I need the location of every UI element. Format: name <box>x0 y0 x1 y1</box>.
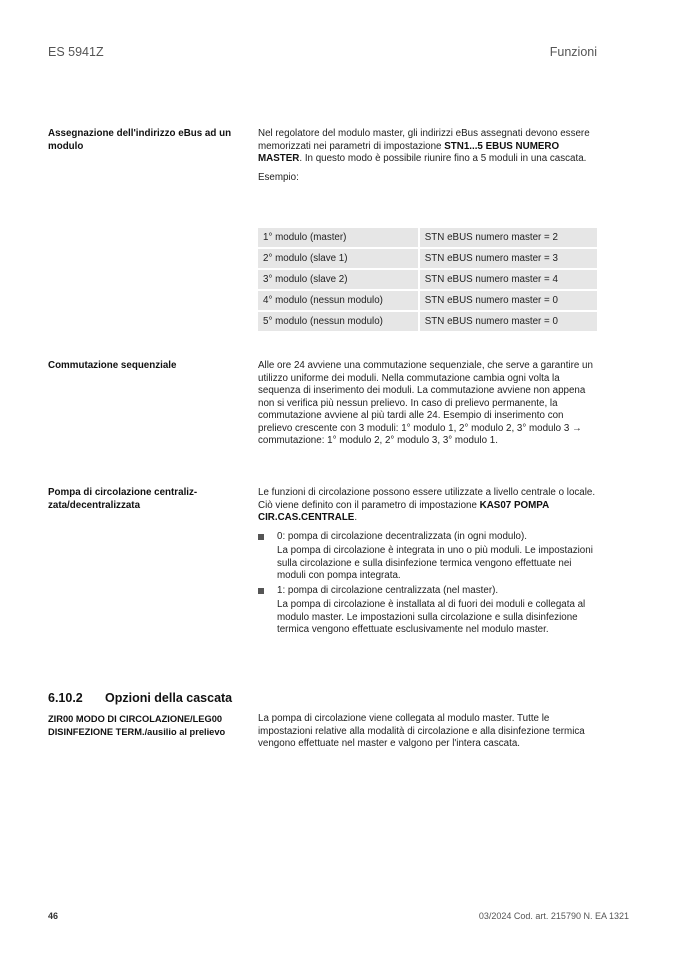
pump-text-1: Le funzioni di circolazione possono essere utilizzate a livello centrale o locale. Ciò viene definito con il parametro di impostazione <box>258 487 596 511</box>
list-item <box>258 585 600 637</box>
table-cell-module: 3° modulo (slave 2) <box>258 270 418 289</box>
ebus-text-2: . In questo modo è possibile riunire fino a 5 moduli in una cascata. <box>299 153 587 164</box>
table-cell-value: STN eBUS numero master = 2 <box>418 228 597 247</box>
table-row <box>258 228 597 247</box>
pump-text <box>258 487 600 639</box>
seq-text: Alle ore 24 avviene una commutazione sequenziale, che serve a garantire un utilizzo uniforme dei moduli. Nella commutazione cambia ogni volta la sequenza di inserimento dei moduli. La commutazione avviene non appena non si verifica più nessun prelievo. In caso di prelievo permanente, la commutazione avviene al più tardi alle 24. Esempio di inserimento con prelievo crescente con 3 moduli: 1° modulo 1, 2° modulo 2, 3° modulo 3 → commutazione: 1° modulo 2, 2° modulo 3, 3° modulo 1. <box>258 360 593 446</box>
table-cell-value: STN eBUS numero master = 0 <box>418 291 597 310</box>
table-cell-value: STN eBUS numero master = 3 <box>418 249 597 268</box>
bullet-desc: La pompa di circolazione è integrata in uno o più moduli. Le impostazioni sulla circolazione e sulla disinfezione termica vengono effettuate nei moduli con pompa integrata. <box>277 545 593 581</box>
bullet-square-icon <box>258 588 264 594</box>
bullet-square-icon <box>258 534 264 540</box>
page-number: 46 <box>48 911 59 921</box>
options-label <box>48 713 248 738</box>
options-text: La pompa di circolazione viene collegata al modulo master. Tutte le impostazioni relative alla modalità di circolazione e alla disinfezione termica vengono effettuate nel master e valgono per l'intera cascata. <box>258 713 585 749</box>
table-cell-module: 1° modulo (master) <box>258 228 418 247</box>
options-label-line2: DISINFEZIONE TERM./ausilio al prelievo <box>48 726 226 737</box>
bullet-title: 1: pompa di circolazione centralizzata (nel master). <box>277 584 499 596</box>
options-label-line1: ZIR00 MODO DI CIRCOLAZIONE/LEG00 <box>48 714 223 724</box>
pump-options-list <box>258 531 600 637</box>
ebus-example-table <box>258 226 597 333</box>
table-cell-value: STN eBUS numero master = 4 <box>418 270 597 289</box>
example-label: Esempio: <box>258 171 299 183</box>
table-cell-module: 2° modulo (slave 1) <box>258 249 418 268</box>
table-cell-module: 5° modulo (nessun modulo) <box>258 312 418 331</box>
pump-text-2: . <box>354 512 358 523</box>
header-section-title: Funzioni <box>549 45 597 59</box>
pump-label: Pompa di circolazione centraliz-zata/decentralizzata <box>48 487 198 511</box>
ebus-param: STN1...5 EBUS NUMERO MASTER <box>258 140 560 164</box>
ebus-text-1: Nel regolatore del modulo master, gli indirizzi eBus assegnati devono essere memorizzati nei parametri di impostazione <box>258 128 590 152</box>
pump-param: KAS07 POMPA CIR.CAS.CENTRALE <box>258 499 549 523</box>
table-cell-value: STN eBUS numero master = 0 <box>418 312 597 331</box>
section-number: 6.10.2 <box>48 691 83 705</box>
section-heading <box>48 691 232 705</box>
section-title: Opzioni della cascata <box>105 691 233 705</box>
table-row <box>258 270 597 289</box>
footer-info: 03/2024 Cod. art. 215790 N. EA 1321 <box>478 911 629 921</box>
header-doc-code: ES 5941Z <box>48 45 104 59</box>
seq-label: Commutazione sequenziale <box>48 360 177 371</box>
table-row <box>258 312 597 331</box>
bullet-desc: La pompa di circolazione è installata al di fuori dei moduli e collegata al modulo master. Le impostazioni sulla circolazione e sulla disinfezione termica vengono effettuate esclusivamente nel modulo master. <box>277 599 586 635</box>
list-item <box>258 531 600 583</box>
bullet-title: 0: pompa di circolazione decentralizzata (in ogni modulo). <box>277 530 527 542</box>
table-row <box>258 249 597 268</box>
table-cell-module: 4° modulo (nessun modulo) <box>258 291 418 310</box>
table-row <box>258 291 597 310</box>
ebus-text <box>258 128 600 190</box>
ebus-label: Assegnazione dell'indirizzo eBus ad un modulo <box>48 128 232 152</box>
